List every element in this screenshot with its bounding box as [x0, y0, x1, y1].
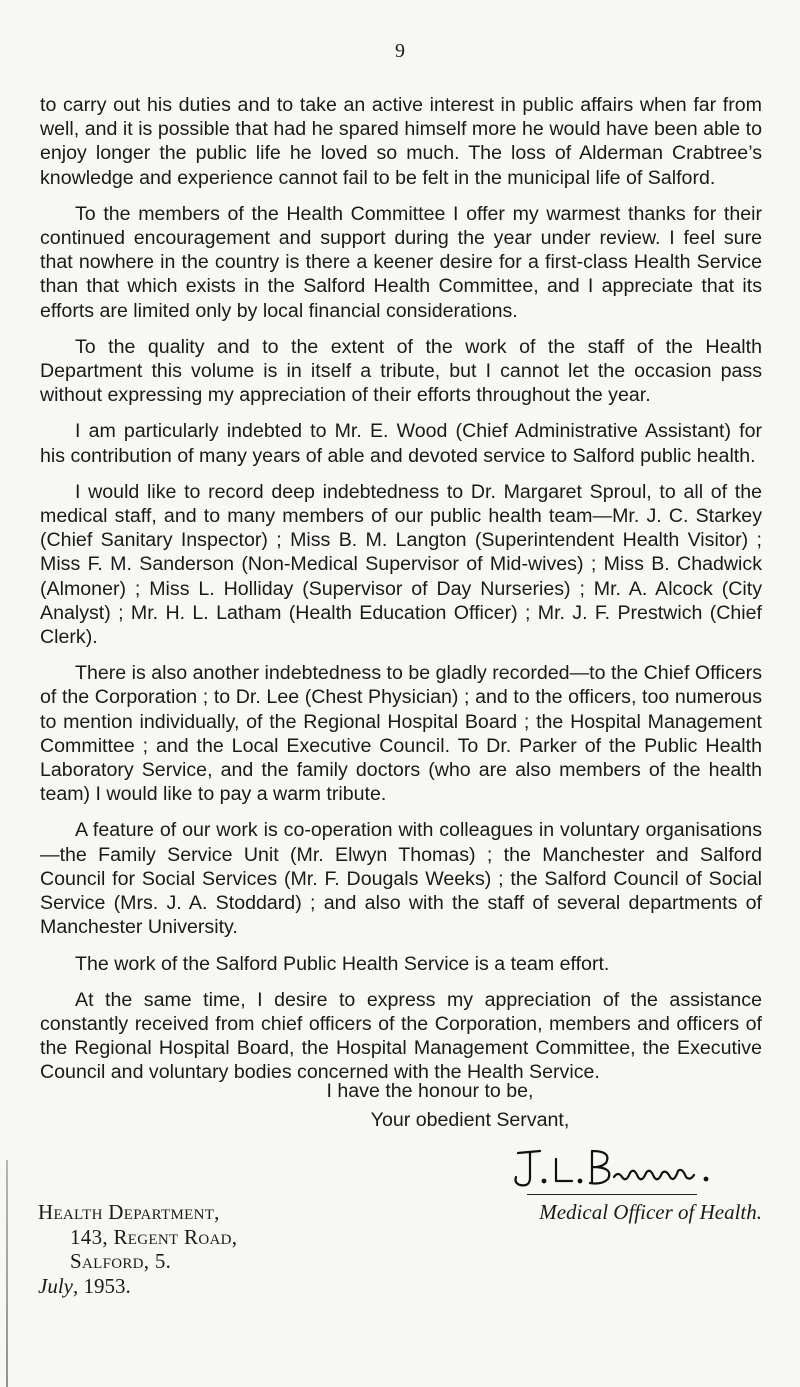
letter-date [38, 1274, 237, 1299]
sender-address [38, 1200, 237, 1298]
page-edge-shadow [6, 1160, 8, 1387]
address-department: Health Department, [38, 1200, 220, 1224]
handwritten-signature [480, 1143, 760, 1189]
signature-underline [527, 1194, 697, 1195]
closing-line-1: I have the honour to be, [326, 1080, 534, 1102]
date-month: July [38, 1273, 73, 1298]
date-year: , 1953. [72, 1273, 131, 1298]
paragraph-8: The work of the Salford Public Health Service is a team effort. [75, 952, 610, 975]
paragraph-3: To the quality and to the extent of the work of the staff of the Health Department this volume is in itself a tribute, but I cannot let the occasion pass without expressing my appreciation of their efforts throughout the year. [40, 335, 762, 407]
paragraph-5: I would like to record deep indebtedness to Dr. Margaret Sproul, to all of the medical staff, and to many members of our public health team—Mr. J. C. Starkey (Chief Sanitary Inspector) ; Miss B. M. Langton (Superintendent Health Visitor) ; Miss F. M. Sanderson (Non-Medical Supervisor of Mid-wives) ; Miss B. Chadwick (Almoner) ; Miss L. Holliday (Supervisor of Day Nurseries) ; Mr. A. Alcock (City Analyst) ; Mr. H. L. Latham (Health Education Officer) ; Mr. J. F. Prestwich (Chief Clerk). [40, 480, 762, 649]
paragraph-1: to carry out his duties and to take an active interest in public affairs when far from well, and it is possible that had he spared himself more he would have been able to enjoy longer the public life he loved so much. The loss of Alderman Crabtree’s knowledge and experience cannot fail to be felt in the municipal life of Salford. [40, 94, 762, 189]
paragraph-7: A feature of our work is co-operation with colleagues in voluntary organisations—the Family Service Unit (Mr. Elwyn Thomas) ; the Manchester and Salford Council for Social Services (Mr. F. Dougals Weeks) ; the Salford Council of Social Service (Mrs. J. A. Stoddard) ; and also with the staff of several departments of Manchester University. [40, 819, 762, 939]
paragraph-6: There is also another indebtedness to be gladly recorded—to the Chief Officers of the Corporation ; to Dr. Lee (Chest Physician) ; and to the officers, too numerous to mention individually, of the Regional Hospital Board ; the Hospital Management Committee ; and the Local Executive Council. To Dr. Parker of the Public Health Laboratory Service, and the family doctors (who are also members of the health team) I would like to pay a warm tribute. [40, 662, 762, 806]
address-city: Salford, 5. [70, 1249, 172, 1273]
letter-body [40, 93, 762, 1097]
paragraph-4: I am particularly indebted to Mr. E. Wood (Chief Administrative Assistant) for his contribution of many years of able and devoted service to Salford public health. [40, 420, 762, 467]
closing-line-2: Your obedient Servant, [370, 1109, 570, 1131]
paragraph-2: To the members of the Health Committee I offer my warmest thanks for their continued encouragement and support during the year under review. I feel sure that nowhere in the country is there a keener desire for a first-class Health Service than that which exists in the Salford Health Committee, and I appreciate that its efforts are limited only by local financial considerations. [40, 202, 762, 322]
address-street: 143, Regent Road, [70, 1224, 238, 1249]
page-number: 9 [395, 40, 405, 62]
signatory-title: Medical Officer of Health. [539, 1200, 762, 1224]
paragraph-9: At the same time, I desire to express my appreciation of the assistance constantly received from chief officers of the Corporation, members and officers of the Regional Hospital Board, the Hospital Management Committee, the Executive Council and voluntary bodies concerned with the Health Service. [40, 988, 762, 1084]
